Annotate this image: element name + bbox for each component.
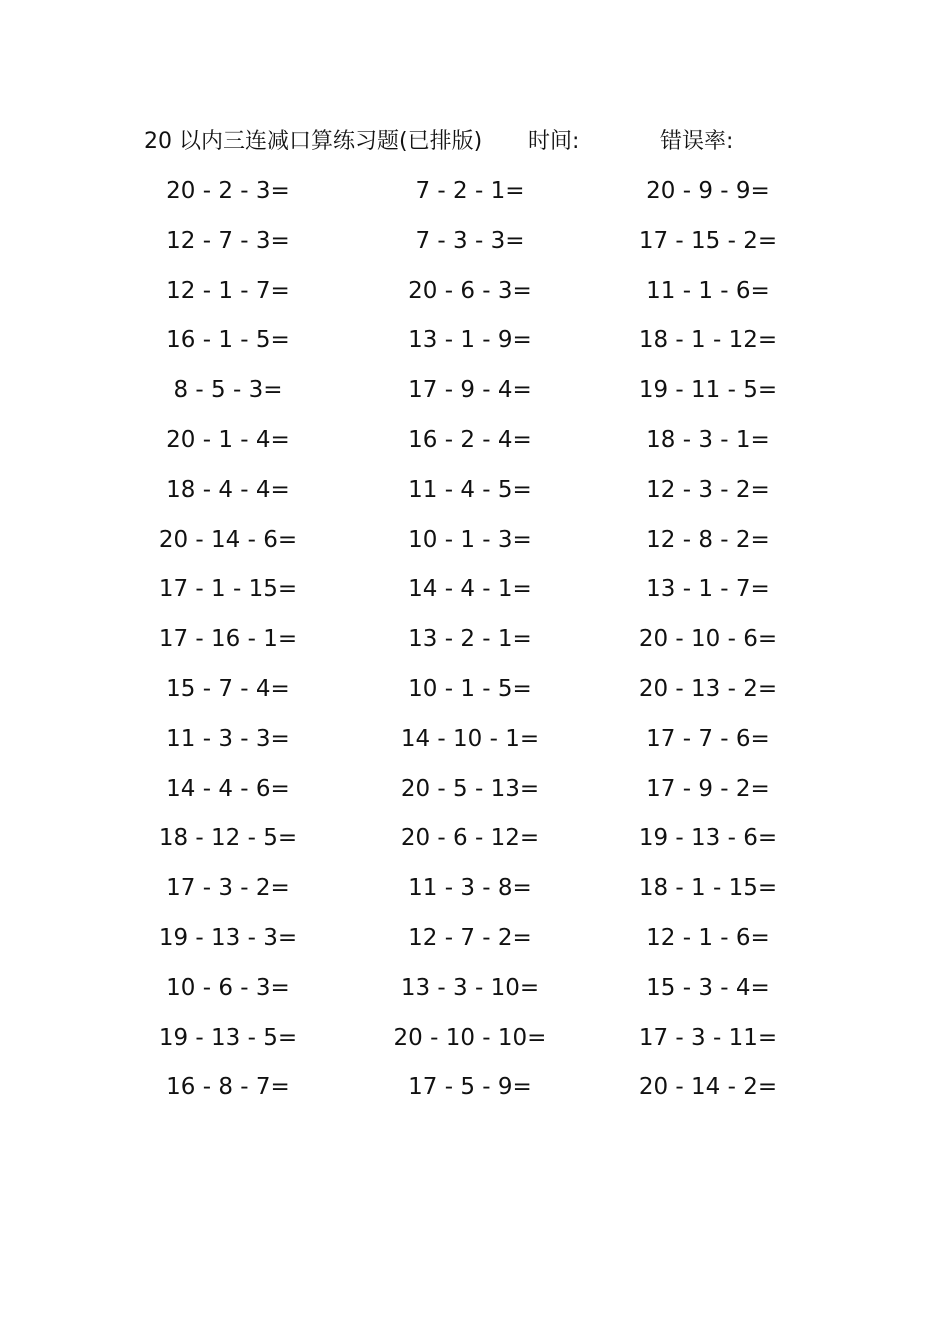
- problem-item: 18 - 12 - 5=: [158, 825, 298, 852]
- problem-item: 20 - 6 - 3=: [408, 277, 532, 304]
- problem-item: 17 - 16 - 1=: [158, 626, 298, 653]
- problem-item: 13 - 1 - 9=: [408, 327, 532, 354]
- problem-item: 17 - 7 - 6=: [646, 725, 770, 752]
- problem-item: 20 - 14 - 6=: [158, 526, 298, 553]
- problem-item: 11 - 3 - 8=: [408, 875, 532, 902]
- problem-item: 18 - 1 - 12=: [638, 327, 778, 354]
- problem-item: 15 - 7 - 4=: [166, 675, 290, 702]
- problem-item: 19 - 13 - 3=: [158, 924, 298, 951]
- problem-item: 13 - 1 - 7=: [646, 576, 770, 603]
- problem-item: 11 - 1 - 6=: [646, 277, 770, 304]
- problem-item: 16 - 2 - 4=: [408, 426, 532, 453]
- problem-row: [0, 971, 950, 1021]
- worksheet-header: [0, 126, 950, 158]
- problem-item: 20 - 10 - 6=: [638, 626, 778, 653]
- error-rate-label: 错误率:: [660, 129, 734, 154]
- problem-item: 17 - 5 - 9=: [408, 1074, 532, 1101]
- problem-item: 13 - 2 - 1=: [408, 626, 532, 653]
- problem-item: 19 - 13 - 5=: [158, 1024, 298, 1051]
- worksheet-title: 20 以内三连减口算练习题(已排版): [144, 129, 483, 154]
- problem-item: 20 - 14 - 2=: [638, 1074, 778, 1101]
- problem-row: [0, 871, 950, 921]
- problem-item: 18 - 4 - 4=: [166, 476, 290, 503]
- problem-row: [0, 1021, 950, 1071]
- problem-item: 20 - 9 - 9=: [646, 178, 770, 204]
- problem-item: 17 - 9 - 4=: [408, 377, 532, 404]
- problem-item: 12 - 1 - 7=: [166, 277, 290, 304]
- problem-item: 10 - 6 - 3=: [166, 974, 290, 1001]
- problem-grid: [0, 174, 950, 1120]
- problem-item: 14 - 4 - 6=: [166, 775, 290, 802]
- problem-item: 17 - 15 - 2=: [638, 227, 778, 254]
- problem-row: [0, 821, 950, 871]
- problem-item: 12 - 8 - 2=: [646, 526, 770, 553]
- problem-row: [0, 224, 950, 274]
- problem-item: 12 - 1 - 6=: [646, 924, 770, 951]
- problem-item: 20 - 10 - 10=: [393, 1024, 547, 1051]
- problem-item: 19 - 13 - 6=: [638, 825, 778, 852]
- problem-item: 7 - 2 - 1=: [415, 178, 525, 204]
- problem-row: [0, 921, 950, 971]
- problem-row: [0, 1070, 950, 1120]
- problem-item: 16 - 8 - 7=: [166, 1074, 290, 1101]
- problem-row: [0, 174, 950, 224]
- problem-item: 20 - 2 - 3=: [166, 178, 290, 204]
- problem-item: 7 - 3 - 3=: [415, 227, 525, 254]
- problem-row: [0, 523, 950, 573]
- problem-item: 12 - 3 - 2=: [646, 476, 770, 503]
- problem-row: [0, 722, 950, 772]
- time-label: 时间:: [528, 129, 580, 154]
- problem-row: [0, 772, 950, 822]
- problem-item: 17 - 3 - 2=: [166, 875, 290, 902]
- problem-row: [0, 473, 950, 523]
- problem-item: 15 - 3 - 4=: [646, 974, 770, 1001]
- problem-item: 14 - 10 - 1=: [400, 725, 540, 752]
- problem-item: 20 - 1 - 4=: [166, 426, 290, 453]
- problem-row: [0, 672, 950, 722]
- problem-row: [0, 373, 950, 423]
- problem-item: 11 - 4 - 5=: [408, 476, 532, 503]
- problem-item: 12 - 7 - 2=: [408, 924, 532, 951]
- problem-item: 19 - 11 - 5=: [638, 377, 778, 404]
- problem-row: [0, 274, 950, 324]
- problem-row: [0, 423, 950, 473]
- problem-item: 16 - 1 - 5=: [166, 327, 290, 354]
- problem-item: 13 - 3 - 10=: [400, 974, 540, 1001]
- problem-item: 12 - 7 - 3=: [166, 227, 290, 254]
- problem-item: 8 - 5 - 3=: [173, 377, 283, 404]
- problem-item: 18 - 3 - 1=: [646, 426, 770, 453]
- problem-row: [0, 323, 950, 373]
- problem-item: 10 - 1 - 5=: [408, 675, 532, 702]
- problem-item: 11 - 3 - 3=: [166, 725, 290, 752]
- problem-item: 20 - 6 - 12=: [400, 825, 540, 852]
- problem-item: 17 - 1 - 15=: [158, 576, 298, 603]
- problem-item: 20 - 13 - 2=: [638, 675, 778, 702]
- problem-item: 17 - 9 - 2=: [646, 775, 770, 802]
- problem-row: [0, 572, 950, 622]
- problem-item: 18 - 1 - 15=: [638, 875, 778, 902]
- problem-item: 10 - 1 - 3=: [408, 526, 532, 553]
- problem-row: [0, 622, 950, 672]
- problem-item: 17 - 3 - 11=: [638, 1024, 778, 1051]
- problem-item: 20 - 5 - 13=: [400, 775, 540, 802]
- problem-item: 14 - 4 - 1=: [408, 576, 532, 603]
